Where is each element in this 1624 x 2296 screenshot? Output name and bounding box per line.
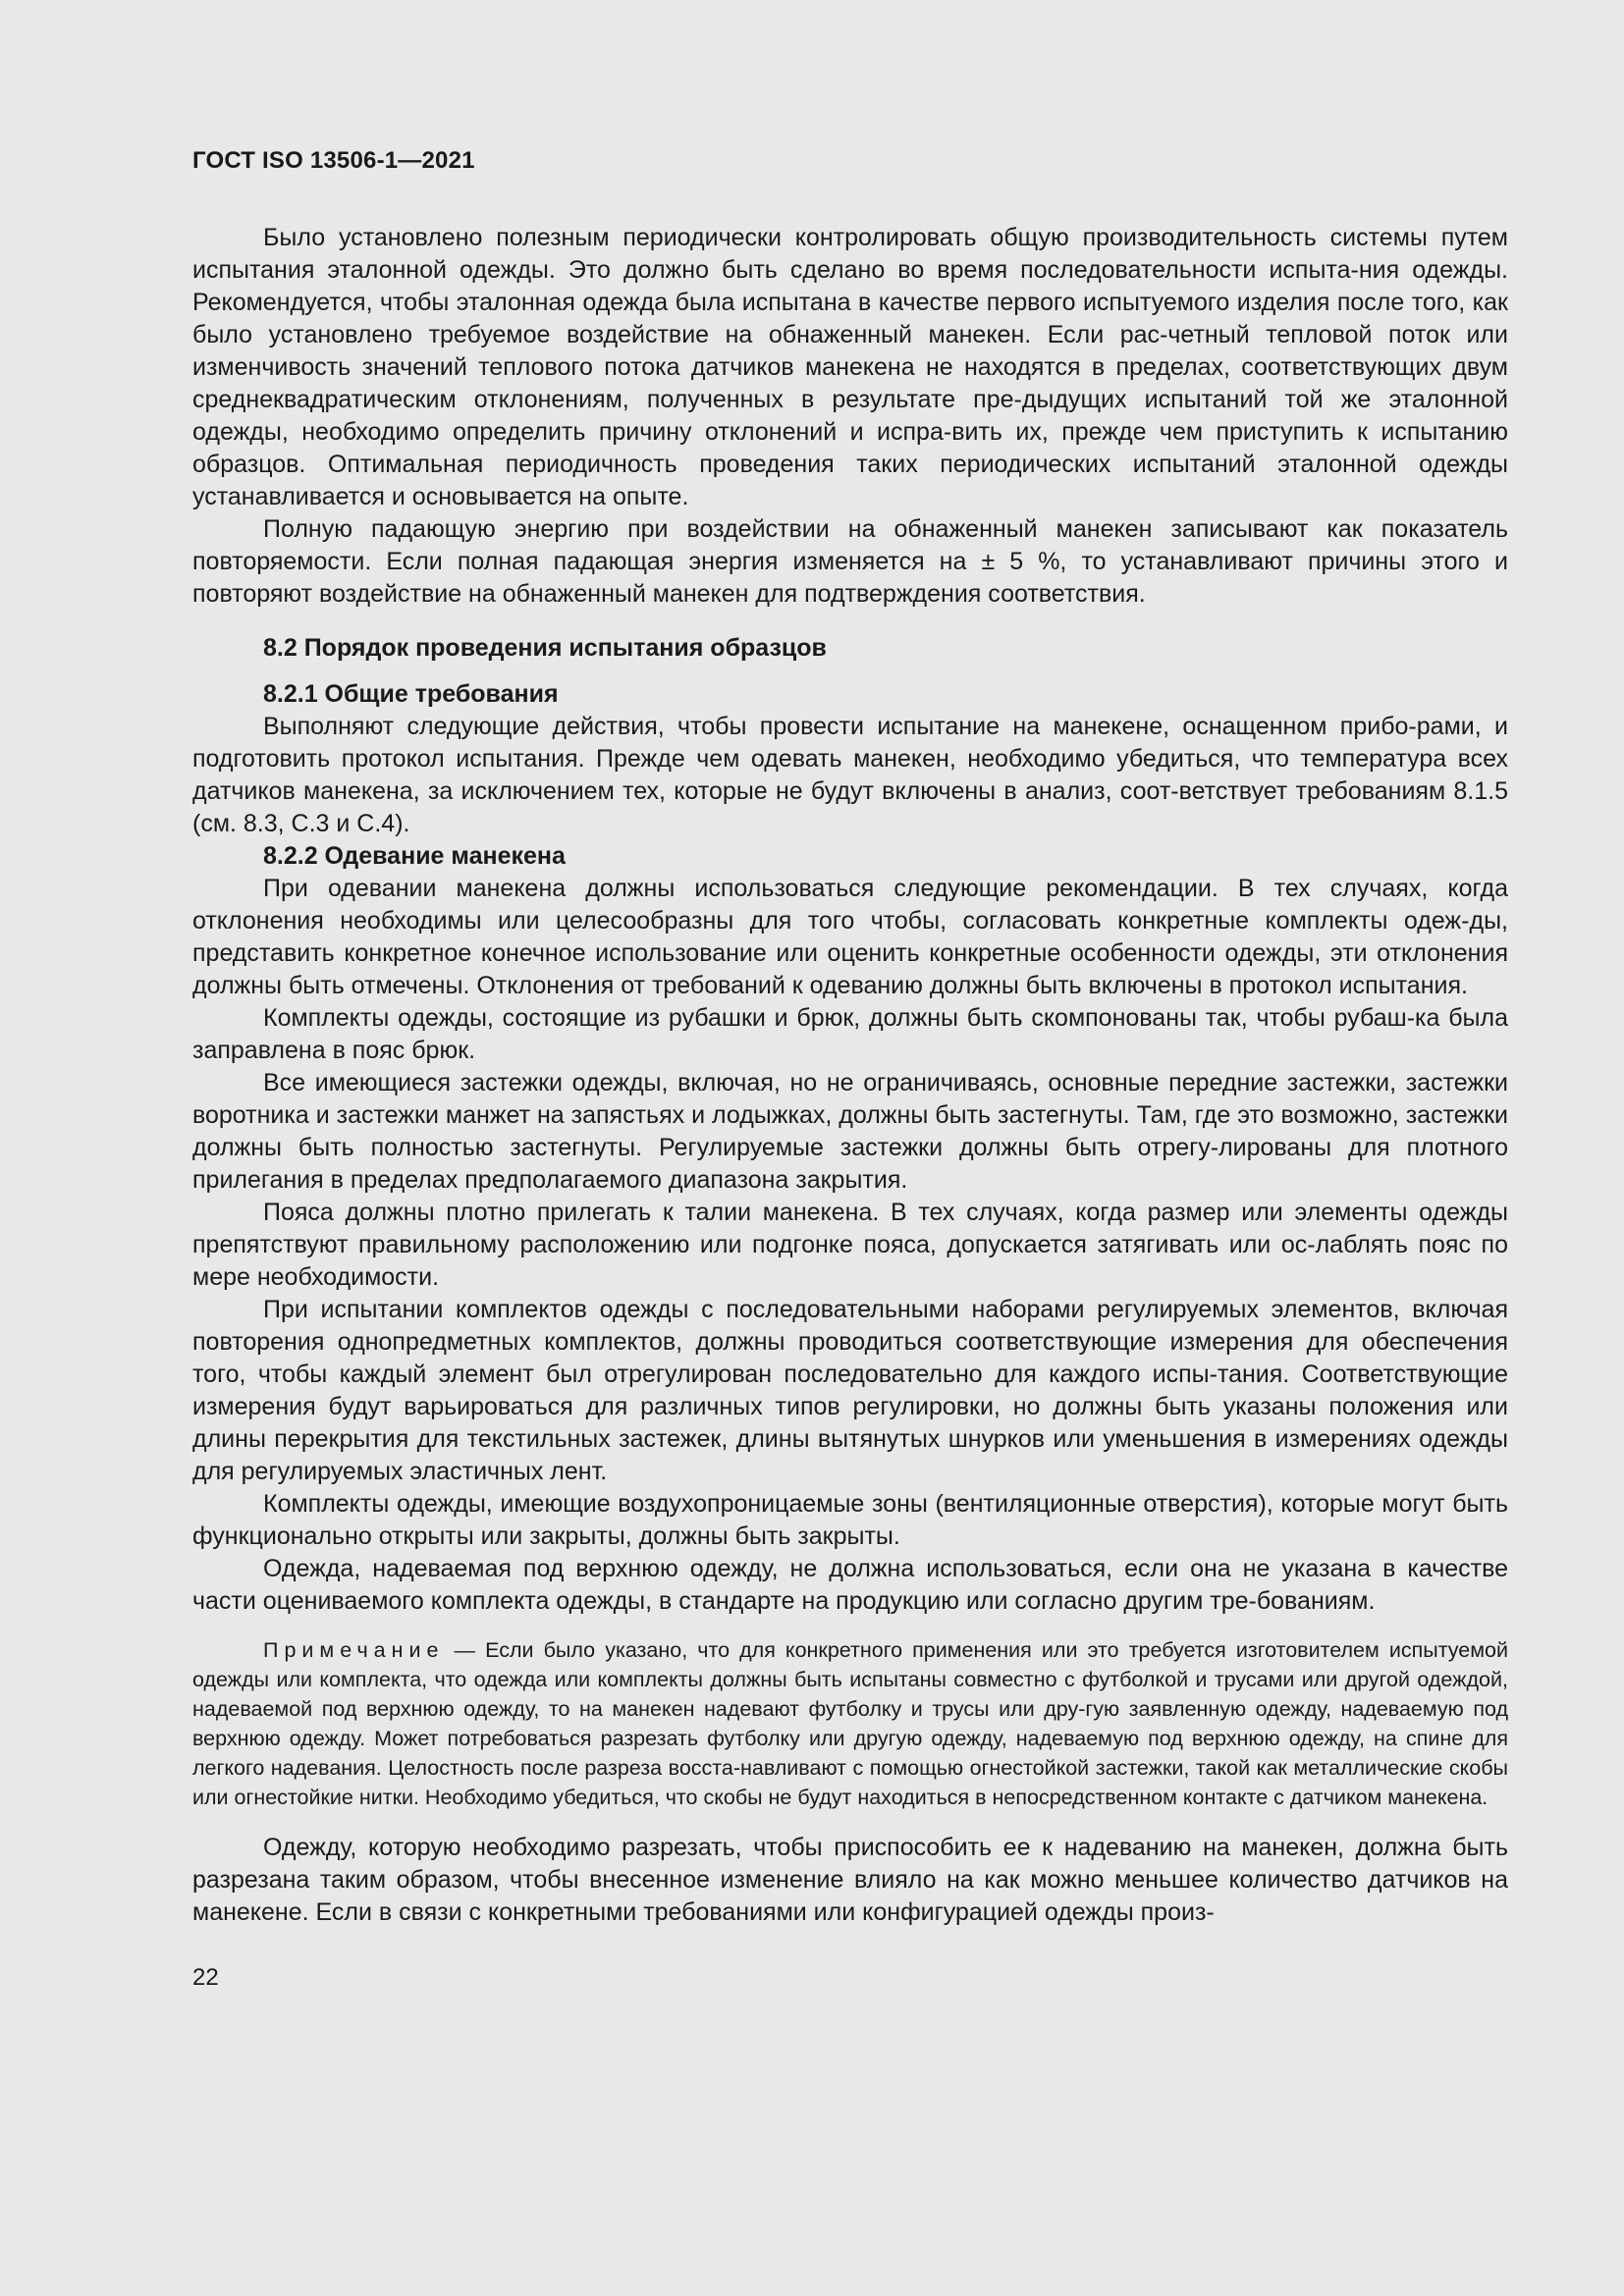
- section-8-2-2-paragraph-6: Комплекты одежды, имеющие воздухопроницаемые зоны (вентиляционные отверстия), которые могут быть функционально открыты или закрыты, должны быть закрыты.: [192, 1490, 1508, 1550]
- section-8-2-2-paragraph-7: Одежда, надеваемая под верхнюю одежду, не должна использоваться, если она не указана в качестве части оцениваемого комплекта одежды, в стандарте на продукцию или согласно другим тре-бованиям.: [192, 1555, 1508, 1615]
- section-8-2-2-paragraph-1: При одевании манекена должны использоваться следующие рекомендации. В тех случаях, когда отклонения необходимы или целесообразны для того чтобы, согласовать конкретные комплекты одеж-ды, представить конкретное конечное использование или оценить конкретные особенности одежды, эти отклонения должны быть отмечены. Отклонения от требований к одеванию должны быть включены в протокол испытания.: [192, 875, 1508, 999]
- intro-paragraph-1: Было установлено полезным периодически контролировать общую производительность системы путем испытания эталонной одежды. Это должно быть сделано во время последовательности испыта-ния одежды. Рекомендуется, чтобы эталонная одежда была испытана в качестве первого испытуемого изделия после того, как было установлено требуемое воздействие на обнаженный манекен. Если рас-четный тепловой поток или изменчивость значений теплового потока датчиков манекена не находятся в пределах, соответствующих двум среднеквадратическим отклонениям, полученных в результате пре-дыдущих испытаний той же эталонной одежды, необходимо определить причину отклонений и испра-вить их, прежде чем приступить к испытанию образцов. Оптимальная периодичность проведения таких периодических испытаний эталонной одежды устанавливается и основывается на опыте.: [192, 224, 1508, 510]
- intro-paragraph-2: Полную падающую энергию при воздействии на обнаженный манекен записывают как показатель повторяемости. Если полная падающая энергия изменяется на ± 5 %, то устанавливают причины этого и повторяют воздействие на обнаженный манекен для подтверждения соответствия.: [192, 515, 1508, 608]
- note-label: Примечание: [263, 1638, 445, 1662]
- page-number: 22: [192, 1964, 219, 1991]
- section-8-2-2-paragraph-3: Все имеющиеся застежки одежды, включая, но не ограничиваясь, основные передние застежки, застежки воротника и застежки манжет на запястьях и лодыжках, должны быть застегнуты. Там, где это возможно, застежки должны быть полностью застегнуты. Регулируемые застежки должны быть отрегу-лированы для плотного прилегания в пределах предполагаемого диапазона закрытия.: [192, 1069, 1508, 1194]
- section-8-2-2-final-paragraph: Одежду, которую необходимо разрезать, чтобы приспособить ее к надеванию на манекен, должна быть разрезана таким образом, чтобы внесенное изменение влияло на как можно меньшее количество датчиков на манекене. Если в связи с конкретными требованиями или конфигурацией одежды произ-: [192, 1834, 1508, 1926]
- section-8-2-2-heading: 8.2.2 Одевание манекена: [263, 842, 566, 870]
- note: [192, 1635, 1508, 1812]
- document-page: [192, 147, 1508, 1992]
- section-8-2-2-paragraph-2: Комплекты одежды, состоящие из рубашки и брюк, должны быть скомпонованы так, чтобы рубаш-ка была заправлена в пояс брюк.: [192, 1004, 1508, 1064]
- section-8-2-2-paragraph-5: При испытании комплектов одежды с последовательными наборами регулируемых элементов, включая повторения однопредметных комплектов, должны проводиться соответствующие измерения для обеспечения того, чтобы каждый элемент был отрегулирован последовательно для каждого испы-тания. Соответствующие измерения будут варьироваться для различных типов регулировки, но должны быть указаны положения или длины перекрытия для текстильных застежек, длины вытянутых шнурков или уменьшения в измерениях одежды для регулируемых эластичных лент.: [192, 1296, 1508, 1485]
- section-8-2-1-heading: 8.2.1 Общие требования: [263, 680, 559, 708]
- section-8-2-2-paragraph-4: Пояса должны плотно прилегать к талии манекена. В тех случаях, когда размер или элементы одежды препятствуют правильному расположению или подгонке пояса, допускается затягивать или ос-лаблять пояс по мере необходимости.: [192, 1199, 1508, 1291]
- note-text: — Если было указано, что для конкретного применения или это требуется изготовителем испытуемой одежды или комплекта, что одежда или комплекты должны быть испытаны совместно с футболкой и трусами или другой одеждой, надеваемой под верхнюю одежду, то на манекен надевают футболку и трусы или дру-гую заявленную одежду, надеваемую под верхнюю одежду. Может потребоваться разрезать футболку или другую одежду, надеваемую под верхнюю одежду, на спине для легкого надевания. Целостность после разреза восста-навливают с помощью огнестойкой застежки, такой как металлические скобы или огнестойкие нитки. Необходимо убедиться, что скобы не будут находиться в непосредственном контакте с датчиком манекена.: [192, 1638, 1508, 1809]
- section-8-2-heading: 8.2 Порядок проведения испытания образцов: [263, 634, 827, 662]
- standard-header: ГОСТ ISO 13506-1—2021: [192, 147, 475, 174]
- section-8-2-1-paragraph-1: Выполняют следующие действия, чтобы провести испытание на манекене, оснащенном прибо-рами, и подготовить протокол испытания. Прежде чем одевать манекен, необходимо убедиться, что температура всех датчиков манекена, за исключением тех, которые не будут включены в анализ, соот-ветствует требованиям 8.1.5 (см. 8.3, С.3 и С.4).: [192, 713, 1508, 837]
